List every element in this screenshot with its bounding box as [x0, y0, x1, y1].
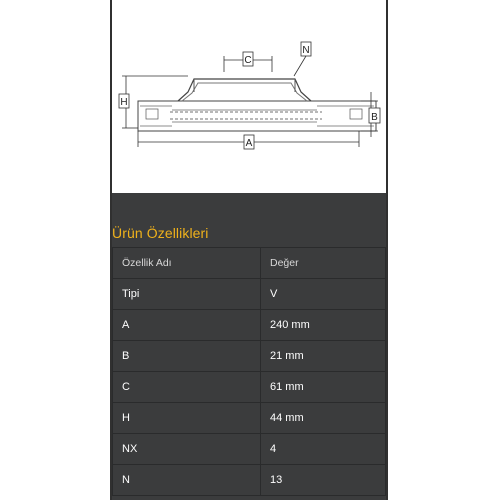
label-b: B: [371, 112, 378, 123]
diagram-svg: [112, 0, 386, 193]
row-value: 21 mm: [261, 341, 386, 372]
table-row: [113, 341, 386, 372]
table-row: [113, 403, 386, 434]
spec-table: [112, 247, 386, 496]
header-value: Değer: [261, 248, 386, 279]
row-name: N: [113, 465, 261, 496]
row-value: 240 mm: [261, 310, 386, 341]
row-name: Tipi: [113, 279, 261, 310]
right-border: [386, 0, 388, 500]
label-n: N: [302, 45, 310, 56]
row-name: A: [113, 310, 261, 341]
section-title: Ürün Özellikleri: [112, 225, 209, 241]
label-c: C: [244, 55, 252, 66]
label-h: H: [120, 97, 128, 108]
row-name: B: [113, 341, 261, 372]
vane-pattern: [146, 109, 362, 119]
product-specs-panel: [112, 193, 386, 500]
row-value: 4: [261, 434, 386, 465]
row-value: 44 mm: [261, 403, 386, 434]
table-row: [113, 434, 386, 465]
table-row: [113, 310, 386, 341]
table-row: [113, 372, 386, 403]
row-value: 61 mm: [261, 372, 386, 403]
row-name: C: [113, 372, 261, 403]
header-name: Özellik Adı: [113, 248, 261, 279]
row-value: 13: [261, 465, 386, 496]
table-row: [113, 465, 386, 496]
table-row: [113, 279, 386, 310]
brake-disc-diagram: [112, 0, 386, 193]
row-value: V: [261, 279, 386, 310]
row-name: H: [113, 403, 261, 434]
row-name: NX: [113, 434, 261, 465]
label-a: A: [245, 138, 253, 149]
table-header-row: [113, 248, 386, 279]
